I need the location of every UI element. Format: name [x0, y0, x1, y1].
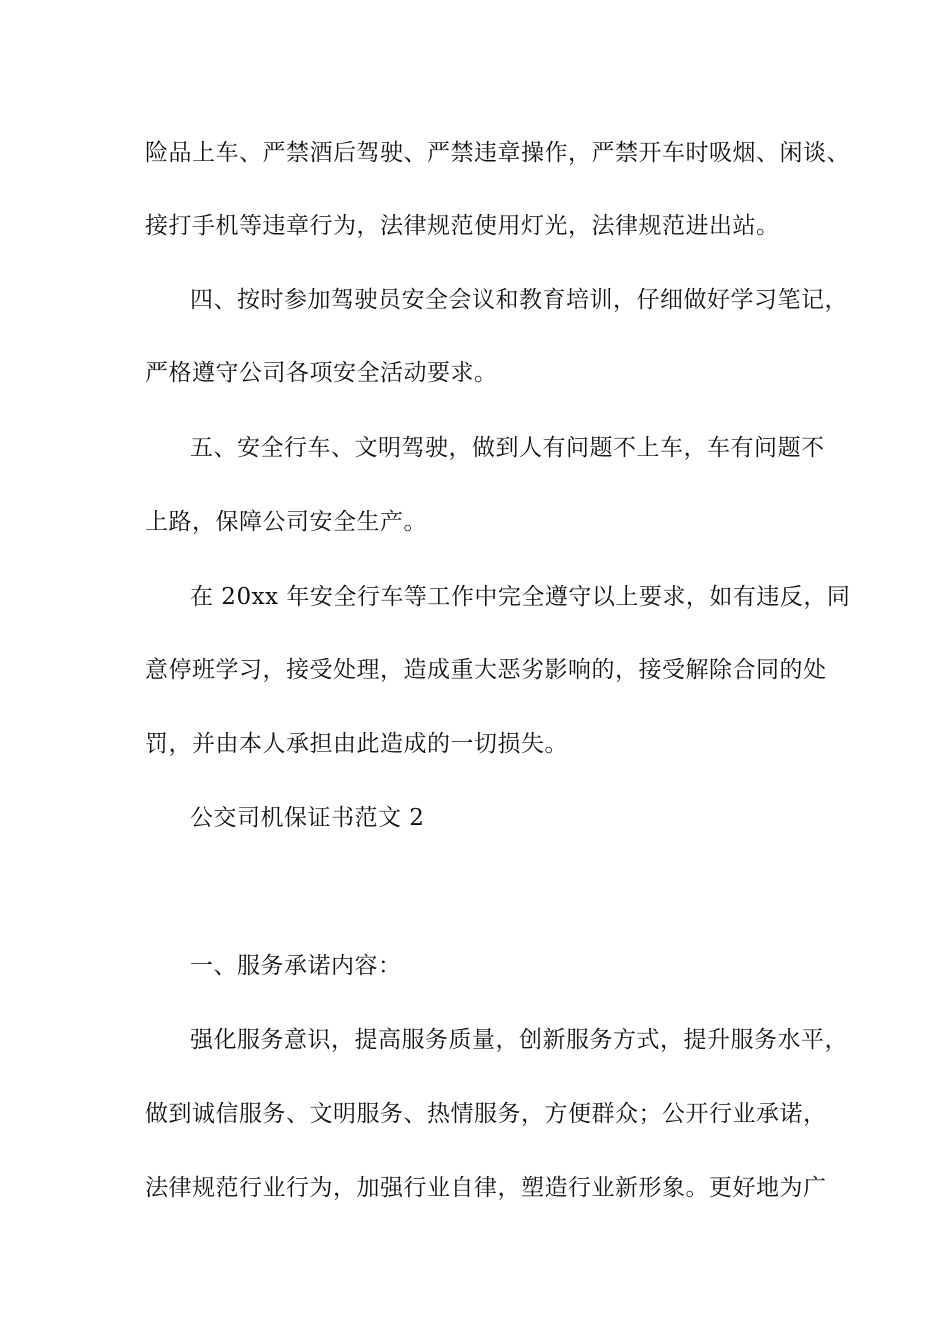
- paragraph-line: 强化服务意识，提高服务质量，创新服务方式，提升服务水平，: [190, 1027, 848, 1053]
- paragraph-line: 罚，并由本人承担由此造成的一切损失。: [145, 731, 568, 757]
- section-title: 公交司机保证书范文 2: [190, 805, 425, 831]
- section-heading: 一、服务承诺内容：: [190, 953, 402, 979]
- paragraph-line: 在 20xx 年安全行车等工作中完全遵守以上要求，如有违反，同: [190, 584, 851, 610]
- paragraph-line: 上路，保障公司安全生产。: [145, 509, 427, 535]
- paragraph-line: 做到诚信服务、文明服务、热情服务，方便群众；公开行业承诺，: [145, 1101, 827, 1127]
- paragraph-line: 四、按时参加驾驶员安全会议和教育培训，仔细做好学习笔记，: [190, 287, 848, 313]
- paragraph-line: 险品上车、严禁酒后驾驶、严禁违章操作，严禁开车时吸烟、闲谈、: [145, 140, 850, 166]
- paragraph-line: 法律规范行业行为，加强行业自律，塑造行业新形象。更好地为广: [145, 1175, 827, 1201]
- paragraph-line: 严格遵守公司各项安全活动要求。: [145, 360, 498, 386]
- paragraph-line: 意停班学习，接受处理，造成重大恶劣影响的，接受解除合同的处: [145, 657, 827, 683]
- paragraph-line: 五、安全行车、文明驾驶，做到人有问题不上车，车有问题不: [190, 435, 825, 461]
- paragraph-line: 接打手机等违章行为，法律规范使用灯光，法律规范进出站。: [145, 213, 780, 239]
